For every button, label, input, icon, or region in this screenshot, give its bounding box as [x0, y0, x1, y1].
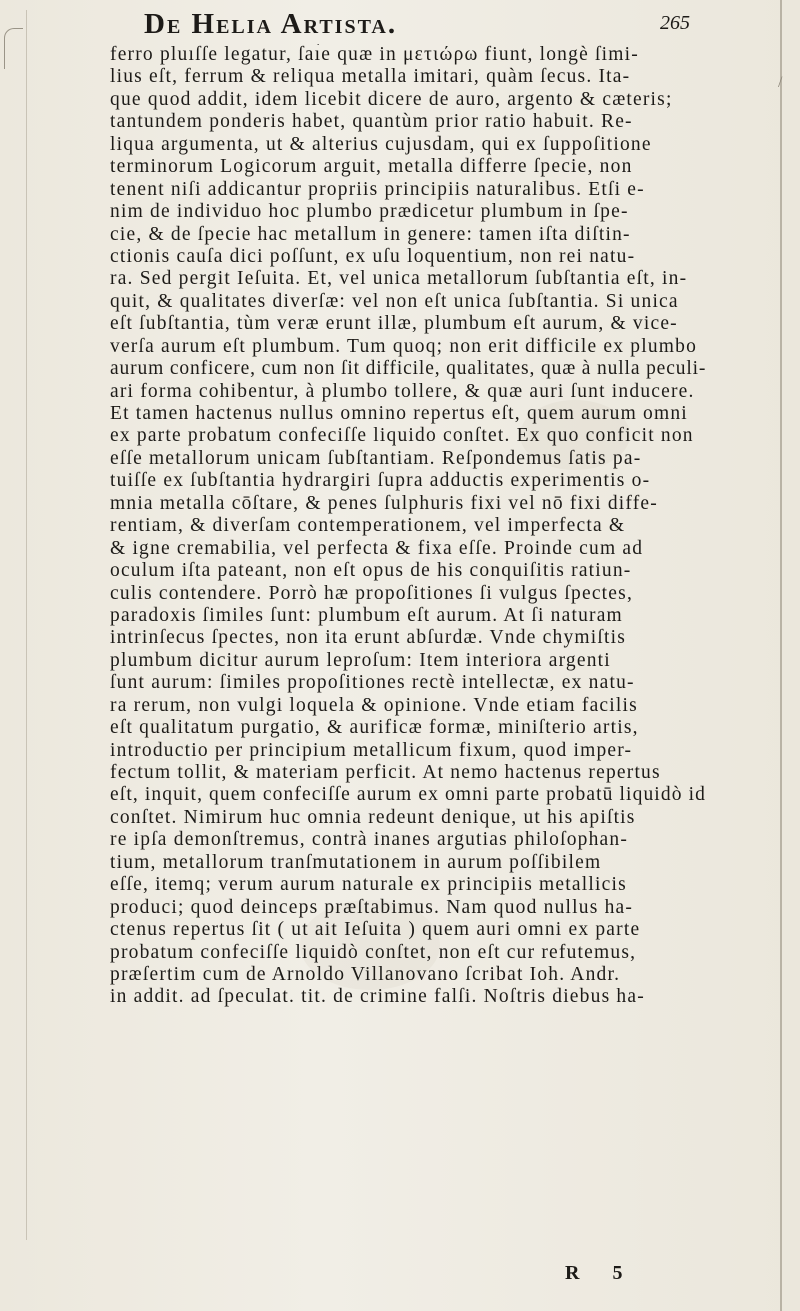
text-line: ra. Sed pergit Ieſuita. Et, vel unica metallorum ſubſtantia eſt, in-: [110, 268, 688, 290]
margin-bracket-mark: [4, 28, 23, 69]
text-line: eſt qualitatum purgatio, & aurificæ formæ, miniſterio artis,: [110, 717, 639, 739]
text-line: ſunt aurum: ſimiles propoſitiones rectè intellectæ, ex natu-: [110, 672, 635, 694]
text-line: ferro pluıſſe legatur, ſaı̀e quæ in μετιώρω fiunt, longè ſimi-: [110, 44, 639, 65]
page-edge: [780, 0, 782, 1311]
text-line: produci; quod deinceps præſtabimus. Nam quod nullus ha-: [110, 896, 634, 918]
text-line: conſtet. Nimirum huc omnia redeunt denique, ut his apiſtis: [110, 806, 636, 828]
page-header: [110, 8, 690, 42]
margin-mark: /: [778, 74, 783, 91]
text-line: ctenus repertus ſit ( ut ait Ieſuita ) quem auri omni ex parte: [110, 919, 641, 941]
text-line: eſſe metallorum unicam ſubſtantiam. Reſpondemus ſatis pa-: [110, 447, 642, 469]
text-line: probatum confeciſſe liquidò conſtet, non eſt cur refutemus,: [110, 941, 637, 963]
text-line: ex parte probatum confeciſſe liquido conſtet. Ex quo conficit non: [110, 425, 694, 447]
text-line: verſa aurum eſt plumbum. Tum quoq; non erit difficile ex plumbo: [110, 335, 698, 357]
text-line: tium, metallorum tranſmutationem in aurum poſſibilem: [110, 851, 602, 873]
text-line: cie, & de ſpecie hac metallum in genere: tamen iſta diſtin-: [110, 223, 631, 245]
text-line: nim de individuo hoc plumbo prædicetur plumbum in ſpe-: [110, 201, 629, 223]
text-line: præſertim cum de Arnoldo Villanovano ſcribat Ioh. Andr.: [110, 963, 621, 985]
text-line: re ipſa demonſtremus, contrà inanes argutias philoſophan-: [110, 829, 629, 851]
text-line: intrinſecus ſpectes, non ita erunt abſurdæ. Vnde chymiſtis: [110, 627, 627, 649]
text-line: ari forma cohibentur, à plumbo tollere, & quæ auri ſunt inducere.: [110, 380, 695, 402]
text-line: liqua argumenta, ut & alterius cujusdam, qui ex ſuppoſitione: [110, 133, 652, 155]
text-line: terminorum Logicorum arguit, metalla differre ſpecie, non: [110, 156, 633, 178]
text-line: mnia metalla cōſtare, & penes ſulphuris fixi vel nō fixi diffe-: [110, 492, 658, 514]
text-line: ra rerum, non vulgi loquela & opinione. Vnde etiam facilis: [110, 694, 638, 716]
text-line: quit, & qualitates diverſæ: vel non eſt unica ſubſtantia. Si unica: [110, 290, 679, 312]
text-line: tuiſſe ex ſubſtantia hydrargiri ſupra adductis experimentis o-: [110, 470, 651, 492]
gutter-shadow: [26, 10, 27, 1240]
text-line: lius eſt, ferrum & reliqua metalla imitari, quàm ſecus. Ita-: [110, 66, 631, 88]
text-line: eſt ſubſtantia, tùm veræ erunt illæ, plumbum eſt aurum, & vice-: [110, 313, 678, 335]
text-line: ctionis cauſa dici poſſunt, ex uſu loquentium, non rei natu-: [110, 245, 636, 267]
text-line: aurum conficere, cum non ſit difficile, qualitates, quæ à nulla peculi-: [110, 358, 706, 380]
text-line: fectum tollit, & materiam perficit. At nemo hactenus repertus: [110, 762, 661, 783]
page-number: 265: [660, 12, 690, 34]
text-line: oculum iſta pateant, non eſt opus de his conquiſitis ratiun-: [110, 560, 632, 582]
signature-catchword: R 5: [565, 1262, 637, 1284]
text-line: in addit. ad ſpeculat. tit. de crimine falſi. Noſtris diebus ha-: [110, 986, 645, 1008]
text-line: tantundem ponderis habet, quantùm prior ratio habuit. Re-: [110, 111, 633, 133]
text-line: que quod addit, idem licebit dicere de auro, argento & cæteris;: [110, 88, 673, 110]
text-line: eſſe, itemq; verum aurum naturale ex principiis metallicis: [110, 874, 627, 896]
text-line: paradoxis ſimiles ſunt: plumbum eſt aurum. At ſi naturam: [110, 604, 623, 626]
text-line: Et tamen hactenus nullus omnino repertus eſt, quem aurum omni: [110, 403, 688, 424]
text-line: tenent niſi addicantur propriis principiis naturalibus. Etſi e-: [110, 178, 645, 200]
text-line: plumbum dicitur aurum leproſum: Item interiora argenti: [110, 649, 611, 671]
text-line: rentiam, & diverſam contemperationem, vel imperfecta &: [110, 515, 626, 537]
text-line: eſt, inquit, quem confeciſſe aurum ex omni parte probatū liquidò id: [110, 784, 706, 806]
running-title: De Helia Artista.: [144, 8, 398, 40]
body-text: [110, 44, 710, 1009]
text-line: introductio per principium metallicum fixum, quod imper-: [110, 739, 633, 761]
text-line: culis contendere. Porrò hæ propoſitiones ſi vulgus ſpectes,: [110, 582, 634, 604]
text-line: & igne cremabilia, vel perfecta & fixa eſſe. Proinde cum ad: [110, 537, 644, 559]
